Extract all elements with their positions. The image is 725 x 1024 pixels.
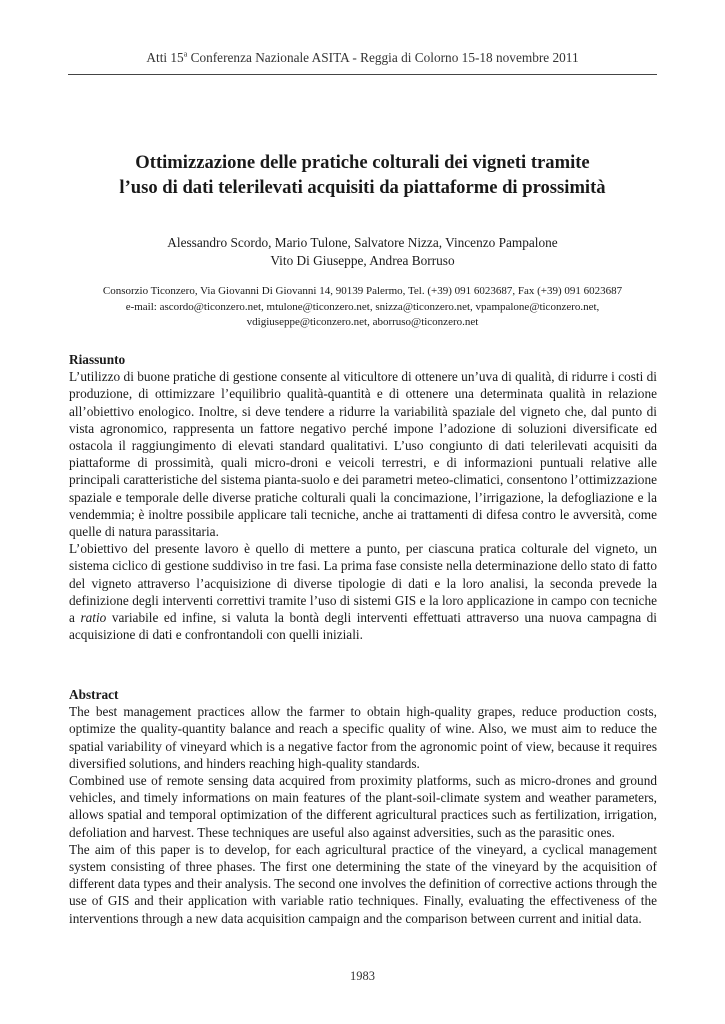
page-number: 1983 bbox=[350, 969, 375, 983]
affiliation-emails-line-1: e-mail: ascordo@ticonzero.net, mtulone@ticonzero.net, snizza@ticonzero.net, vpampalone@ticonzero.net, bbox=[125, 300, 600, 313]
affiliation-address: Consorzio Ticonzero, Via Giovanni Di Giovanni 14, 90139 Palermo, Tel. (+39) 091 6023687, Fax (+39) 091 6023687 bbox=[102, 285, 623, 297]
riassunto-paragraph-2 bbox=[69, 540, 657, 643]
paper-title-line-2: l’uso di dati telerilevati acquisiti da piattaforme di prossimità bbox=[119, 177, 606, 198]
header-rule bbox=[68, 74, 657, 75]
affiliation-emails-line-2: vdigiuseppe@ticonzero.net, aborruso@ticonzero.net bbox=[246, 316, 479, 328]
paper-title-line-1: Ottimizzazione delle pratiche colturali dei vigneti tramite bbox=[135, 152, 590, 173]
paper-title bbox=[40, 150, 685, 200]
running-header-superscript: a bbox=[183, 49, 188, 59]
riassunto-heading: Riassunto bbox=[69, 352, 126, 367]
affiliation-block bbox=[40, 284, 685, 331]
author-list bbox=[40, 234, 685, 270]
riassunto-paragraph-2-after: variabile ed infine, si valuta la bontà degli interventi effettuati attraverso una nuova campagna di acquisizione di dati e confrontandoli con quelli iniziali. bbox=[69, 610, 657, 643]
riassunto-paragraph-2-before: L’obiettivo del presente lavoro è quello di mettere a punto, per ciascuna pratica colturale del vigneto, un sistema ciclico di gestione suddiviso in tre fasi. La prima fase consiste nella determinazione dello stato di fatto del vigneto attraverso l’acquisizione di diverse tipologie di dati e la loro analisi, la seconda prevede la definizione degli interventi correttivi tramite l’uso di sistemi GIS e la loro applicazione in campo con tecniche a bbox=[69, 541, 657, 626]
running-header-text-before: Atti 15 bbox=[146, 50, 184, 65]
author-list-line-1: Alessandro Scordo, Mario Tulone, Salvatore Nizza, Vincenzo Pampalone bbox=[167, 235, 558, 250]
author-list-line-2: Vito Di Giuseppe, Andrea Borruso bbox=[270, 253, 455, 268]
abstract-section bbox=[69, 686, 657, 927]
abstract-paragraph-3: The aim of this paper is to develop, for each agricultural practice of the vineyard, a cyclical management system consisting of three phases. The first one determining the state of the vineyard by the acquisition of different data types and their analysis. The second one involves the definition of corrective actions through the use of GIS and their application with variable ratio techniques. Finally, evaluating the effectiveness of the interventions through a new data acquisition campaign and the comparison between current and initial data. bbox=[69, 841, 657, 926]
running-header-text-after: Conferenza Nazionale ASITA - Reggia di Colorno 15-18 novembre 2011 bbox=[187, 50, 579, 65]
riassunto-section bbox=[69, 351, 657, 643]
riassunto-paragraph-2-italic: ratio bbox=[80, 610, 107, 626]
abstract-paragraph-1: The best management practices allow the farmer to obtain high-quality grapes, reduce production costs, optimize the quality-quantity balance and reach a specific quality of wine. Also, we must aim to reduce the spatial variability of vineyard which is a negative factor from the agronomic point of view, because it requires diversified solutions, and hinders reaching high-quality standards. bbox=[69, 704, 657, 771]
riassunto-paragraph-1: L’utilizzo di buone pratiche di gestione consente al viticultore di ottenere un’uva di qualità, di ridurre i costi di produzione, di ottimizzare l’equilibrio qualità-quantità e di ottenere una determinata qualità in relazione all’obiettivo enologico. Inoltre, si deve tendere a ridurre la variabilità spaziale del vigneto che, dal punto di vista agronomico, rappresenta un fattore negativo perché impone l’adozione di soluzioni diversificate ed ostacola il raggiungimento di elevati standard qualitativi. L’uso congiunto di dati telerilevati acquisiti da piattaforme di prossimità, quali micro-droni e veicoli terrestri, e di informazioni puntuali relative alle principali caratteristiche del sistema pianta-suolo e dei parametri meteo-climatici, consentono l’ottimizzazione spaziale e temporale delle diverse pratiche colturali quali la concimazione, l’irrigazione, la defogliazione e la vendemmia; è inoltre possibile applicare tali tecniche, anche ai trattamenti di difesa contro le avversità, come quelle di natura parassitaria. bbox=[69, 369, 657, 540]
running-header bbox=[68, 49, 657, 66]
abstract-heading: Abstract bbox=[69, 687, 119, 702]
abstract-paragraph-2: Combined use of remote sensing data acquired from proximity platforms, such as micro-drones and ground vehicles, and timely informations on main features of the plant-soil-climate system and weather parameters, allows spatial and temporal optimization of the different agricultural practices such as fertilization, irrigation, defoliation and harvest. These techniques are useful also against adversities, such as the parasitic ones. bbox=[69, 773, 657, 840]
